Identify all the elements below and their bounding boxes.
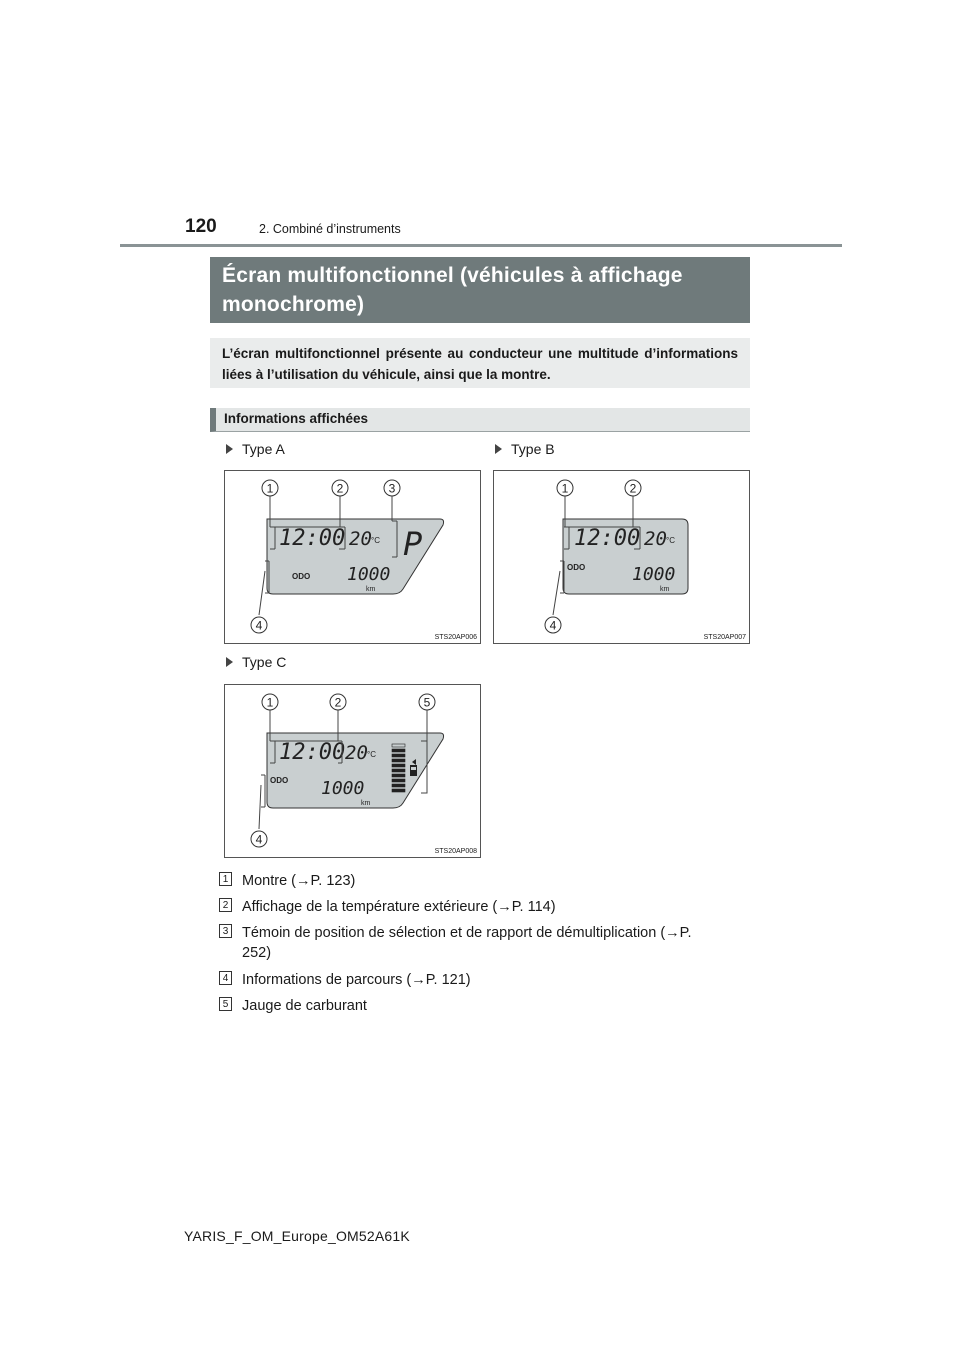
temp-unit: °C	[371, 536, 380, 545]
fuel-segment	[392, 754, 405, 757]
figure-type-c-drawing	[225, 685, 480, 857]
svg-text:2: 2	[334, 695, 342, 710]
fuel-segment	[392, 779, 405, 782]
temp-unit: °C	[367, 750, 376, 759]
temp-unit: °C	[666, 536, 675, 545]
fuel-segment	[392, 774, 405, 777]
svg-text:1: 1	[266, 695, 274, 710]
type-a-text: Type A	[242, 441, 285, 457]
legend-number: 2	[219, 898, 232, 912]
fuel-segment	[392, 764, 405, 767]
intro-text: L’écran multifonctionnel présente au conducteur une multitude d’informations liées à l’utilisation du véhicule, ainsi que la montre.	[210, 338, 750, 388]
callout-4	[251, 831, 267, 847]
odo-value: 1000	[321, 778, 365, 799]
svg-text:1: 1	[561, 481, 569, 496]
clock-readout: 12:00	[279, 526, 346, 551]
type-a-label	[226, 441, 285, 457]
banner-title: Écran multifonctionnel (véhicules à affichage monochrome)	[210, 257, 750, 323]
fuel-segment	[392, 759, 405, 762]
subheading: Informations affichées	[210, 408, 750, 432]
figure-code: STS20AP007	[703, 634, 746, 641]
legend-text: Jauge de carburant	[242, 998, 367, 1014]
fuel-segment	[392, 789, 405, 792]
odo-label: ODO	[292, 572, 311, 581]
legend-text: Montre (→P. 123)	[242, 873, 356, 889]
clock-readout: 12:00	[279, 740, 346, 765]
svg-text:5: 5	[423, 695, 431, 710]
gear-readout: P	[403, 525, 423, 563]
callout-2	[625, 480, 641, 496]
odo-value: 1000	[347, 564, 391, 585]
fuel-pump-icon	[410, 765, 417, 776]
triangle-bullet-icon	[495, 444, 502, 454]
legend-number: 3	[219, 924, 232, 938]
figure-type-c	[224, 684, 481, 858]
svg-text:2: 2	[336, 481, 344, 496]
odo-unit: km	[361, 800, 371, 807]
temp-readout: 20	[345, 742, 368, 764]
callout-3	[384, 480, 400, 496]
legend-number: 1	[219, 872, 232, 886]
legend-number: 5	[219, 997, 232, 1011]
odo-label: ODO	[567, 563, 586, 572]
type-b-label	[495, 441, 555, 457]
legend-text: Affichage de la température extérieure (→P. 114)	[242, 899, 556, 915]
svg-text:3: 3	[388, 481, 396, 496]
svg-text:1: 1	[266, 481, 274, 496]
leader-4	[553, 571, 560, 615]
section-title: 2. Combiné d’instruments	[259, 222, 401, 236]
callout-1	[557, 480, 573, 496]
figure-code: STS20AP008	[434, 848, 477, 855]
type-c-label	[226, 654, 286, 670]
page-number: 120	[185, 216, 217, 237]
svg-text:2: 2	[629, 481, 637, 496]
fuel-segment	[392, 749, 405, 752]
svg-text:4: 4	[255, 618, 263, 633]
legend-text: Informations de parcours (→P. 121)	[242, 972, 471, 988]
figure-type-a-drawing	[225, 471, 480, 643]
callout-2	[330, 694, 346, 710]
callout-1	[262, 480, 278, 496]
clock-readout: 12:00	[574, 526, 641, 551]
leader-4	[259, 571, 265, 615]
fuel-segment	[392, 769, 405, 772]
type-b-text: Type B	[511, 441, 555, 457]
callout-5	[419, 694, 435, 710]
type-c-text: Type C	[242, 654, 287, 670]
figure-type-b	[493, 470, 750, 644]
callout-4	[251, 617, 267, 633]
footer-code: YARIS_F_OM_Europe_OM52A61K	[184, 1228, 410, 1244]
figure-type-a	[224, 470, 481, 644]
triangle-bullet-icon	[226, 444, 233, 454]
leader-4	[259, 785, 261, 829]
legend-number: 4	[219, 971, 232, 985]
temp-readout: 20	[644, 528, 667, 550]
odo-unit: km	[366, 586, 376, 593]
figure-type-b-drawing	[494, 471, 749, 643]
callout-4	[545, 617, 561, 633]
odo-unit: km	[660, 586, 670, 593]
odo-label: ODO	[270, 776, 289, 785]
callout-2	[332, 480, 348, 496]
callout-1	[262, 694, 278, 710]
bracket-odo	[261, 775, 265, 807]
legend-text: Témoin de position de sélection et de rapport de démultiplication (→P. 252)	[242, 925, 692, 961]
odo-value: 1000	[632, 564, 676, 585]
fuel-segment	[392, 784, 405, 787]
header-rule	[120, 244, 842, 247]
svg-text:4: 4	[549, 618, 557, 633]
temp-readout: 20	[349, 528, 372, 550]
figure-code: STS20AP006	[434, 634, 477, 641]
svg-text:4: 4	[255, 832, 263, 847]
triangle-bullet-icon	[226, 657, 233, 667]
